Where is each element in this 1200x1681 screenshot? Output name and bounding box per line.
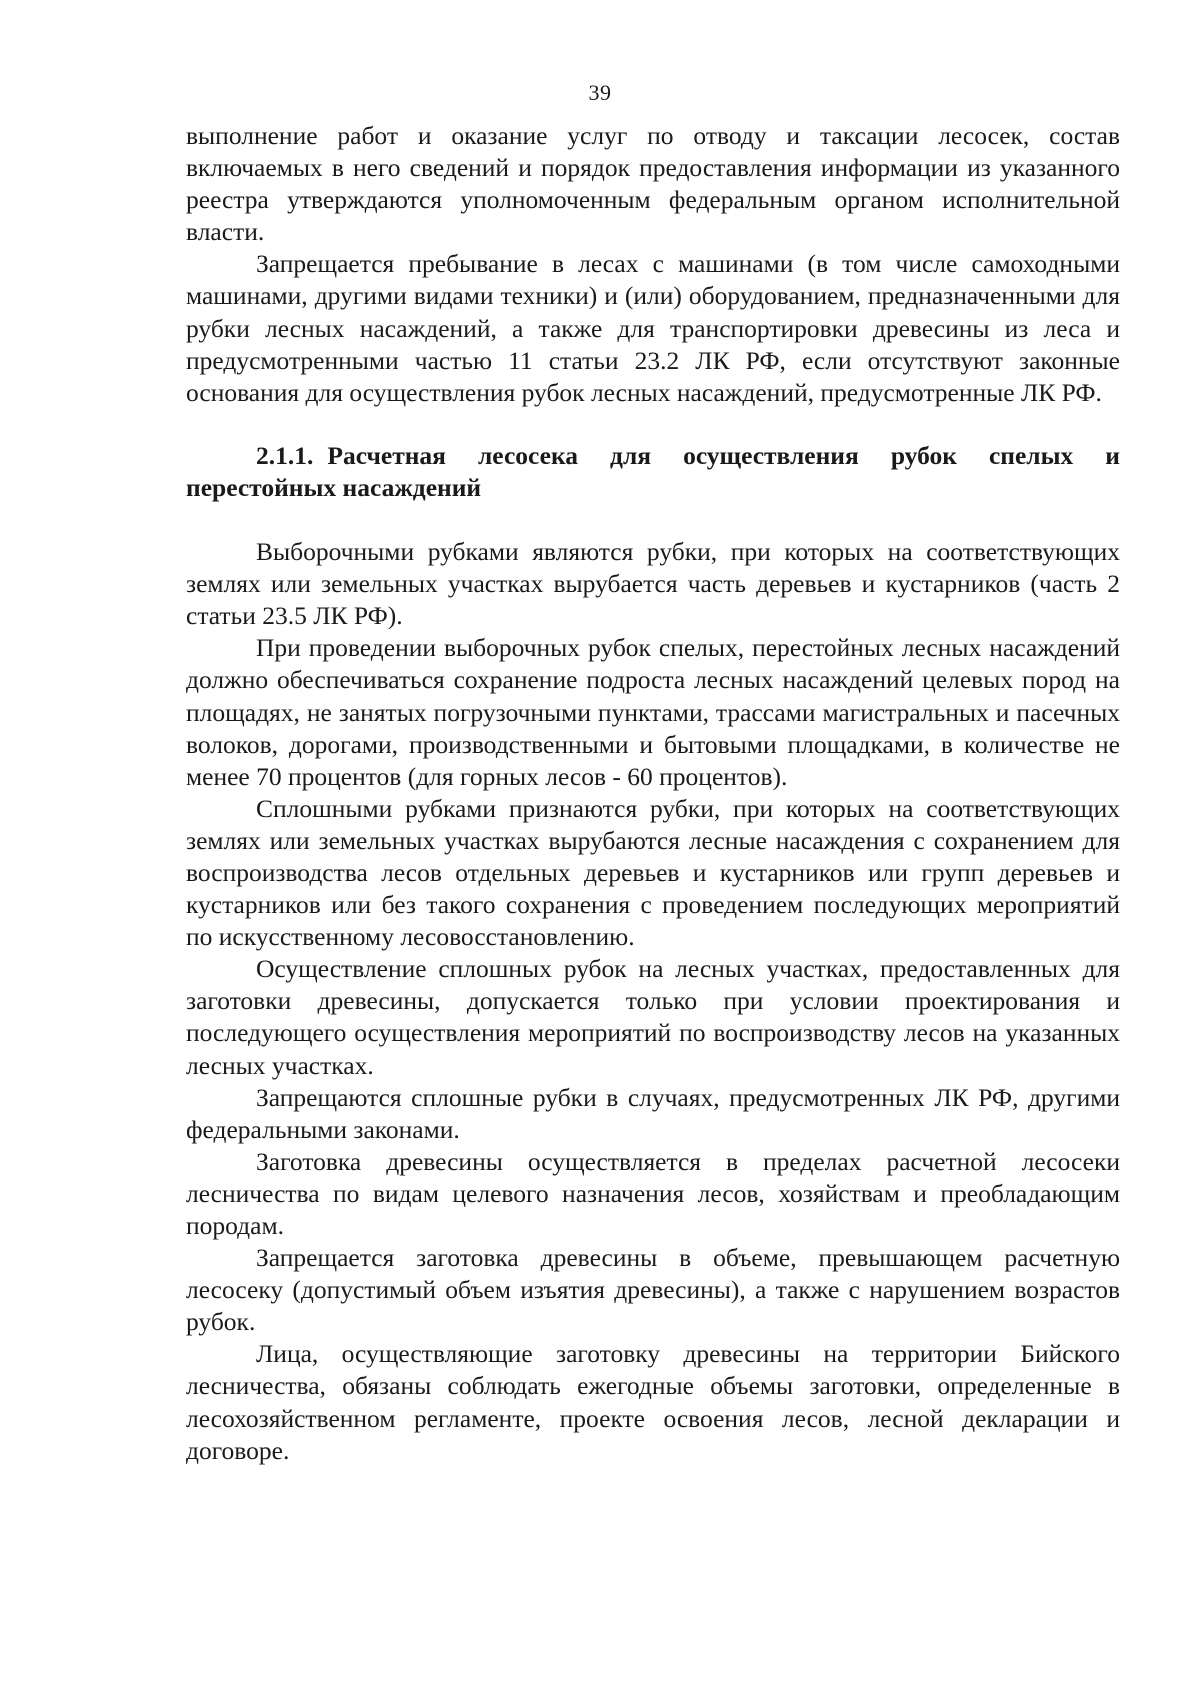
document-body <box>186 120 1120 1467</box>
section-title: Расчетная лесосека для осуществления рубок спелых и перестойных насаждений <box>186 440 1120 502</box>
section-heading <box>186 440 1120 504</box>
paragraph-harvest-excess-prohibited: Запрещается заготовка древесины в объеме, превышающем расчетную лесосеку (допустимый объем изъятия древесины), а также с нарушением возрастов рубок. <box>186 1243 1120 1337</box>
paragraph-clear-felling-prohibited: Запрещаются сплошные рубки в случаях, предусмотренных ЛК РФ, другими федеральными законами. <box>186 1082 1120 1144</box>
paragraph-harvest-obligations: Лица, осуществляющие заготовку древесины на территории Бийского лесничества, обязаны соблюдать ежегодные объемы заготовки, определенные в лесохозяйственном регламенте, проекте освоения лесов, лесной декларации и договоре. <box>186 1339 1120 1465</box>
page-number: 39 <box>588 80 612 105</box>
paragraph-clear-felling-conditions: Осуществление сплошных рубок на лесных участках, предоставленных для заготовки древесины, допускается только при условии проектирования и последующего осуществления мероприятий по воспроизводству лесов на указанных лесных участках. <box>186 954 1120 1080</box>
paragraph-prohibition-machines: Запрещается пребывание в лесах с машинами (в том числе самоходными машинами, другими видами техники) и (или) оборудованием, предназначенными для рубки лесных насаждений, а также для транспортировки древесины из леса и предусмотренными частью 11 статьи 23.2 ЛК РФ, если отсутствуют законные основания для осуществления рубок лесных насаждений, предусмотренные ЛК РФ. <box>186 249 1120 407</box>
paragraph-undergrowth-preservation: При проведении выборочных рубок спелых, перестойных лесных насаждений должно обеспечиваться сохранение подроста лесных насаждений целевых пород на площадях, не занятых погрузочными пунктами, трассами магистральных и пасечных волоков, дорогами, производственными и бытовыми площадками, в количестве не менее 70 процентов (для горных лесов - 60 процентов). <box>186 633 1120 791</box>
paragraph-continuation: выполнение работ и оказание услуг по отводу и таксации лесосек, состав включаемых в него сведений и порядок предоставления информации из указанного реестра утверждаются уполномоченным федеральным органом исполнительной власти. <box>186 121 1120 247</box>
paragraph-harvest-limits: Заготовка древесины осуществляется в пределах расчетной лесосеки лесничества по видам целевого назначения лесов, хозяйствам и преобладающим породам. <box>186 1146 1120 1240</box>
paragraph-selective-felling: Выборочными рубками являются рубки, при которых на соответствующих землях или земельных участках вырубается часть деревьев и кустарников (часть 2 статьи 23.5 ЛК РФ). <box>186 537 1120 631</box>
paragraph-clear-felling: Сплошными рубками признаются рубки, при которых на соответствующих землях или земельных участках вырубаются лесные насаждения с сохранением для воспроизводства лесов отдельных деревьев и кустарников или групп деревьев и кустарников или без такого сохранения с проведением последующих мероприятий по искусственному лесовосстановлению. <box>186 793 1120 952</box>
section-number: 2.1.1. <box>256 440 314 470</box>
